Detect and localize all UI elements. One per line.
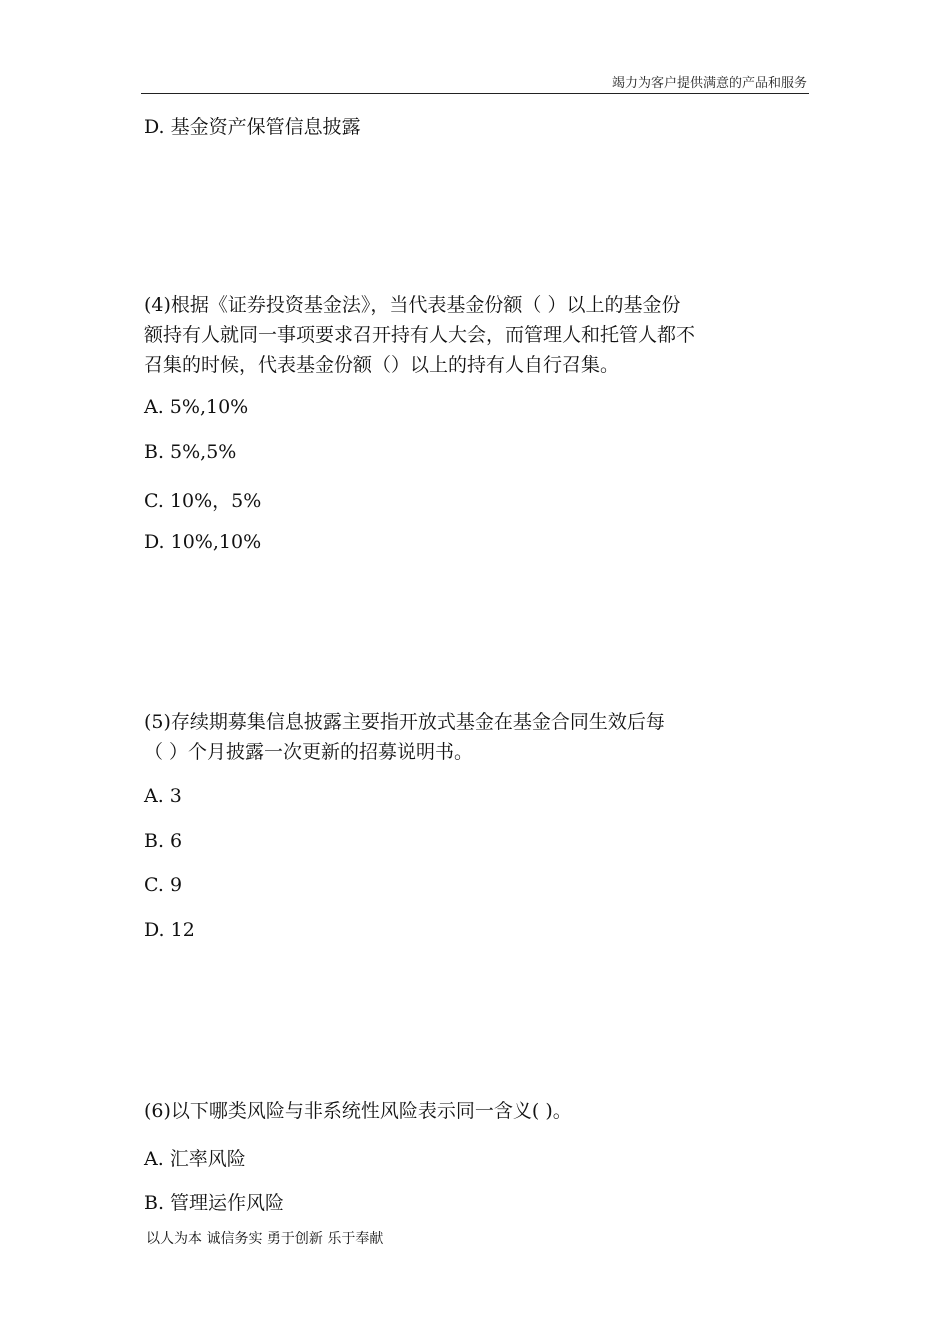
q4-stem-line: 召集的时候，代表基金份额（）以上的持有人自行召集。: [144, 354, 620, 376]
q4-option-a: A. 5%,10%: [144, 396, 249, 418]
q4-option-b: B. 5%,5%: [144, 441, 237, 463]
q4-stem-line: (4)根据《证券投资基金法》，当代表基金份额（ ）以上的基金份: [144, 294, 681, 316]
q4-stem: [144, 290, 809, 380]
header-slogan: 竭力为客户提供满意的产品和服务: [611, 76, 807, 91]
q6-option-b: B. 管理运作风险: [144, 1192, 285, 1214]
footer-motto: 以人为本 诚信务实 勇于创新 乐于奉献: [146, 1231, 384, 1247]
q6-stem: [144, 1096, 809, 1126]
q5-stem-line: (5)存续期募集信息披露主要指开放式基金在基金合同生效后每: [144, 711, 665, 733]
q4-option-c: C. 10%，5%: [144, 490, 262, 512]
q5-stem: [144, 707, 809, 767]
header-divider: [141, 93, 809, 94]
q5-option-a: A. 3: [144, 785, 182, 807]
q6-stem-line: (6)以下哪类风险与非系统性风险表示同一含义( )。: [144, 1100, 572, 1122]
q4-option-d: D. 10%,10%: [144, 531, 262, 553]
q5-stem-line: （ ）个月披露一次更新的招募说明书。: [144, 741, 474, 763]
q5-option-d: D. 12: [144, 919, 195, 941]
q6-option-a: A. 汇率风险: [144, 1148, 246, 1170]
q4-stem-line: 额持有人就同一事项要求召开持有人大会，而管理人和托管人都不: [144, 324, 696, 346]
q3-option-d: D. 基金资产保管信息披露: [144, 116, 361, 138]
q5-option-b: B. 6: [144, 830, 183, 852]
q5-option-c: C. 9: [144, 874, 183, 896]
